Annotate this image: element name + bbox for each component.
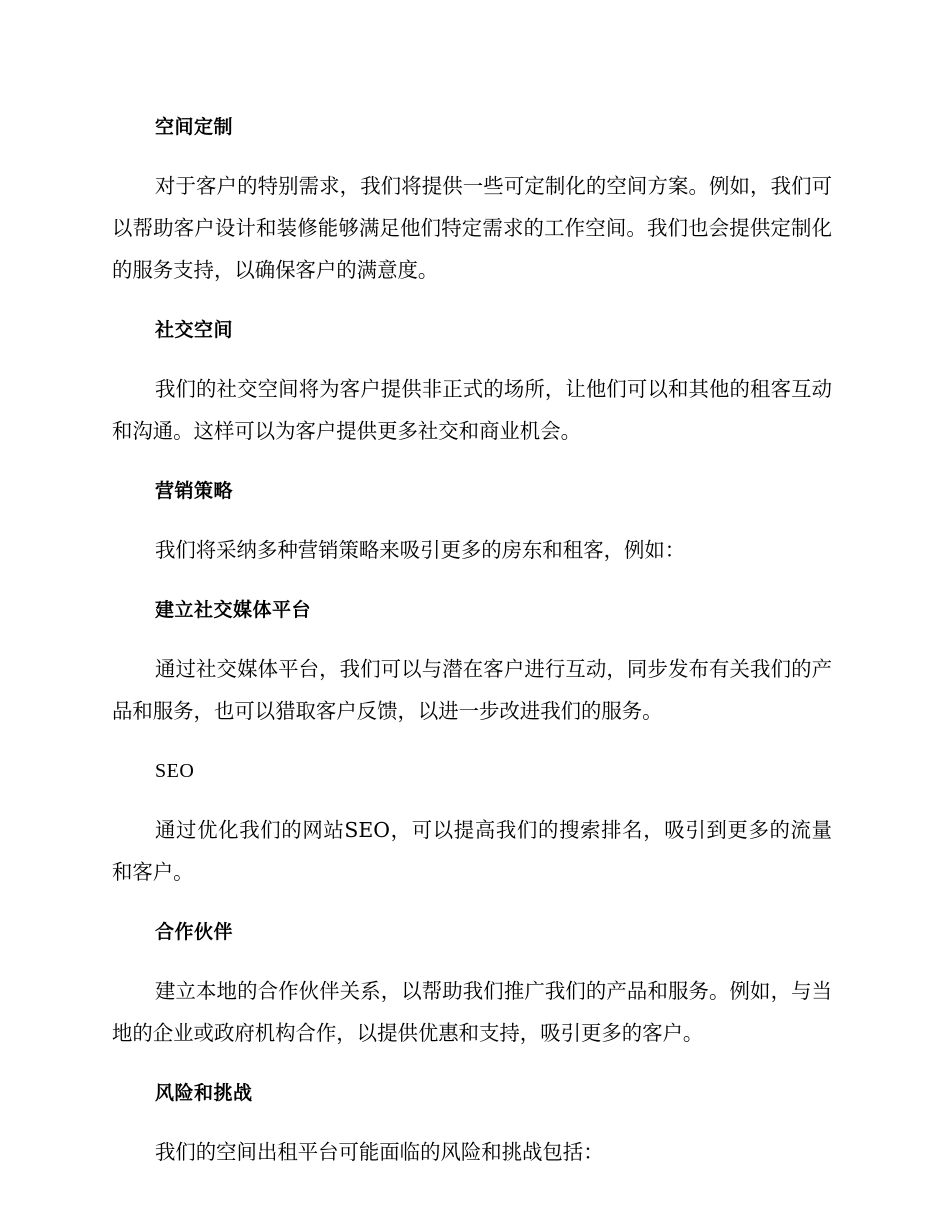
document-page (112, 109, 832, 1173)
section-seo (112, 753, 832, 914)
section-paragraph: 通过社交媒体平台，我们可以与潜在客户进行互动，同步发布有关我们的产品和服务，也可以猎取客户反馈，以进一步改进我们的服务。 (112, 657, 832, 723)
section-risks-challenges (112, 1075, 832, 1173)
section-heading: SEO (155, 760, 195, 782)
section-marketing-strategy (112, 473, 832, 592)
section-paragraph: 建立本地的合作伙伴关系，以帮助我们推广我们的产品和服务。例如，与当地的企业或政府机构合作，以提供优惠和支持，吸引更多的客户。 (112, 979, 832, 1045)
section-heading: 建立社交媒体平台 (155, 599, 312, 621)
section-space-customization (112, 109, 832, 312)
section-heading: 空间定制 (155, 116, 234, 138)
section-heading: 社交空间 (155, 319, 234, 341)
section-paragraph: 我们的社交空间将为客户提供非正式的场所，让他们可以和其他的租客互动和沟通。这样可以为客户提供更多社交和商业机会。 (112, 377, 832, 443)
section-heading: 合作伙伴 (155, 921, 234, 943)
section-heading: 营销策略 (155, 480, 234, 502)
section-heading: 风险和挑战 (155, 1082, 253, 1104)
section-social-space (112, 312, 832, 473)
section-social-media-platform (112, 592, 832, 753)
section-paragraph: 我们将采纳多种营销策略来吸引更多的房东和租客，例如： (155, 538, 686, 562)
section-paragraph: 我们的空间出租平台可能面临的风险和挑战包括： (155, 1140, 604, 1164)
section-paragraph: 对于客户的特别需求，我们将提供一些可定制化的空间方案。例如，我们可以帮助客户设计和装修能够满足他们特定需求的工作空间。我们也会提供定制化的服务支持，以确保客户的满意度。 (112, 174, 832, 282)
section-paragraph: 通过优化我们的网站SEO，可以提高我们的搜索排名，吸引到更多的流量和客户。 (112, 818, 832, 884)
section-partners (112, 914, 832, 1075)
